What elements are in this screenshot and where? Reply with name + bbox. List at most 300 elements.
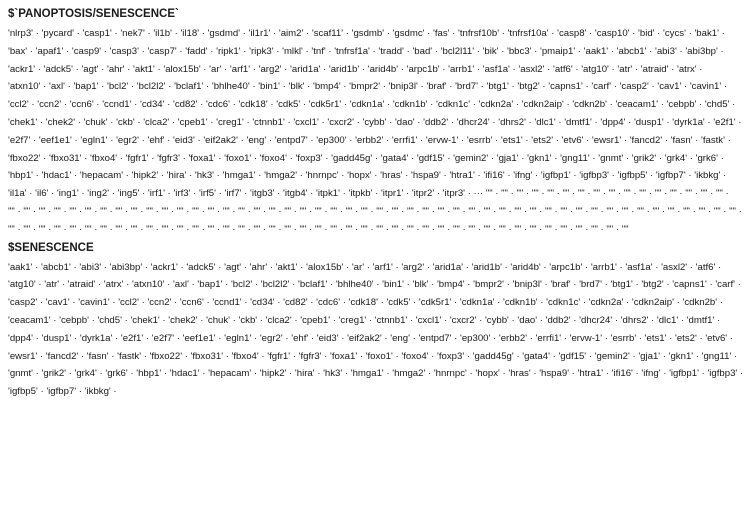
empty-item: "" · bbox=[146, 205, 162, 217]
empty-item: "" · bbox=[698, 205, 714, 217]
gene-item: 'bap1' · bbox=[73, 81, 107, 93]
empty-item: "" · bbox=[253, 205, 269, 217]
gene-item: 'cycs' · bbox=[663, 28, 695, 39]
empty-item: "" · bbox=[499, 223, 515, 235]
empty-item: "" · bbox=[700, 188, 716, 200]
empty-item: "" · bbox=[360, 223, 377, 235]
gene-item: 'hmga2' · bbox=[392, 368, 434, 380]
empty-item: "" · bbox=[422, 223, 438, 235]
gene-item: 'cybb' · bbox=[362, 116, 395, 128]
gene-item: 'cav1' · bbox=[45, 297, 79, 309]
empty-item: "" · bbox=[406, 223, 423, 235]
empty-item: "" · bbox=[608, 188, 624, 200]
gene-item: 'ccn6' · bbox=[179, 297, 213, 309]
gene-item: 'bbc3' · bbox=[507, 45, 541, 57]
gene-item: 'hmga2' · bbox=[264, 170, 306, 182]
gene-item: 'egr2' · bbox=[259, 332, 292, 344]
gene-item: 'abcb1' · bbox=[41, 261, 80, 273]
gene-item: 'tnfrsf10b' · bbox=[458, 28, 508, 39]
gene-item: 'gja1' · bbox=[496, 152, 528, 164]
gene-item: 'cebpb' · bbox=[59, 314, 98, 326]
gene-item: 'arid4b' · bbox=[510, 261, 550, 273]
empty-item: "" · bbox=[314, 205, 331, 217]
empty-item: "" · bbox=[330, 205, 346, 217]
gene-item: 'atrx' · bbox=[103, 279, 132, 291]
gene-item: 'scaf11' · bbox=[311, 28, 352, 39]
gene-item: 'fbxo4' · bbox=[231, 350, 268, 362]
gene-item: 'irf3' · bbox=[173, 188, 199, 200]
empty-item: "" · bbox=[207, 223, 223, 235]
gene-item: 'chek2' · bbox=[45, 116, 84, 128]
empty-item: "" · bbox=[38, 205, 55, 217]
gene-item: 'cdkn1a' · bbox=[349, 99, 393, 111]
gene-item: 'il6' · bbox=[35, 188, 57, 200]
gene-item: 'ep300' · bbox=[316, 134, 356, 146]
gene-item: 'axl' · bbox=[172, 279, 198, 291]
gene-item: 'grik2' · bbox=[41, 368, 75, 380]
empty-item: "" · bbox=[8, 223, 24, 235]
gene-item: 'itpr3' · bbox=[442, 188, 474, 200]
gene-item: 'il1b' · bbox=[153, 28, 181, 39]
gene-item: 'cpeb1' · bbox=[300, 314, 339, 326]
empty-item: "" · bbox=[514, 205, 530, 217]
empty-item: "" · bbox=[545, 223, 561, 235]
gene-item: 'adck5' · bbox=[186, 261, 225, 273]
gene-item: 'gemin2' · bbox=[453, 152, 497, 164]
empty-item: "" · bbox=[376, 223, 392, 235]
gene-item: 'esrrb' · bbox=[610, 332, 645, 344]
gene-item: 'ehf' · bbox=[147, 134, 174, 146]
gene-item: 'pycard' · bbox=[41, 28, 83, 39]
gene-item: 'ikbkg' · bbox=[694, 170, 727, 182]
gene-item: 'hmga1' · bbox=[350, 368, 393, 380]
gene-item: 'btg2' · bbox=[517, 81, 549, 93]
gene-item: 'carf' · bbox=[715, 279, 741, 291]
gene-item: 'il18' · bbox=[180, 28, 208, 39]
gene-item: 'entpd7' · bbox=[418, 332, 460, 344]
gene-item: 'akt1' · bbox=[275, 261, 307, 273]
gene-item: 'arg2' · bbox=[258, 63, 291, 75]
gene-item: 'fbxo31' · bbox=[49, 152, 90, 164]
gene-item: 'atraid' · bbox=[67, 279, 104, 291]
gene-item: 'atr' · bbox=[44, 279, 68, 291]
gene-item: 'chd5' · bbox=[97, 314, 131, 326]
gene-item: 'ewsr1' · bbox=[8, 350, 46, 362]
empty-item: "" · bbox=[485, 188, 502, 200]
empty-item: "" · bbox=[130, 223, 147, 235]
empty-item: "" · bbox=[483, 205, 499, 217]
empty-item: "" · bbox=[115, 205, 131, 217]
gene-item: 'cdkn2a' · bbox=[588, 297, 632, 309]
gene-item: 'casp9' · bbox=[71, 45, 110, 57]
gene-item: 'e2f7' · bbox=[151, 332, 183, 344]
gene-item: 'bcl2' · bbox=[107, 81, 137, 93]
gene-item: 'eng' · bbox=[390, 332, 419, 344]
empty-item: "" · bbox=[545, 205, 561, 217]
gene-item: 'gata4' · bbox=[380, 152, 417, 164]
gene-item: 'cavin1' · bbox=[78, 297, 119, 309]
empty-item: "" · bbox=[345, 223, 361, 235]
gene-item: 'mlkl' · bbox=[282, 45, 312, 57]
gene-item: 'abi3bp' · bbox=[685, 45, 724, 57]
gene-item: 'chek1' · bbox=[130, 314, 169, 326]
gene-item: 'foxo4' · bbox=[259, 152, 296, 164]
gene-item: 'arid1a' · bbox=[432, 261, 472, 273]
empty-item: "" · bbox=[591, 205, 607, 217]
gene-item: 'hk3' · bbox=[194, 170, 223, 182]
gene-item: 'gnmt' · bbox=[8, 368, 42, 380]
gene-item: 'braf' · bbox=[550, 279, 580, 291]
gene-item: 'htra1' · bbox=[449, 170, 484, 182]
gene-item: 'cebpb' · bbox=[666, 99, 705, 111]
gene-item: 'egln1' · bbox=[224, 332, 260, 344]
gene-item: 'ckb' · bbox=[238, 314, 266, 326]
gene-item: 'arid1a' · bbox=[290, 63, 329, 75]
gene-item: 'bad' · bbox=[412, 45, 441, 57]
empty-item: "" · bbox=[146, 223, 162, 235]
gene-item: 'gadd45g' · bbox=[472, 350, 523, 362]
gene-item: 'capns1' · bbox=[672, 279, 716, 291]
gene-item: 'ar' · bbox=[209, 63, 230, 75]
gene-item: 'cdk5' · bbox=[386, 297, 419, 309]
empty-item: "" · bbox=[575, 205, 592, 217]
gene-item: 'cdkn2aip' · bbox=[631, 297, 683, 309]
gene-item: 'fadd' · bbox=[185, 45, 217, 57]
empty-item: "" · bbox=[130, 205, 147, 217]
gene-item: 'cdk18' · bbox=[348, 297, 387, 309]
section-senescence bbox=[8, 241, 750, 401]
gene-item: 'il1r1' · bbox=[248, 28, 279, 39]
gene-item: 'atg10' · bbox=[581, 63, 618, 75]
gene-item: 'dyrk1a' · bbox=[672, 116, 714, 128]
gene-item: 'erbb2' · bbox=[498, 332, 536, 344]
empty-item: "" · bbox=[192, 205, 208, 217]
gene-item: 'arg2' · bbox=[401, 261, 433, 273]
gene-item: 'alox15b' · bbox=[163, 63, 210, 75]
gene-item: 'eng' · bbox=[246, 134, 275, 146]
gene-item: 'cdkn2b' · bbox=[682, 297, 723, 309]
empty-item: "" · bbox=[406, 205, 423, 217]
gene-item: 'gdf15' · bbox=[416, 152, 454, 164]
empty-item: "" · bbox=[652, 205, 668, 217]
empty-item: "" · bbox=[314, 223, 331, 235]
gene-item: 'creg1' · bbox=[216, 116, 253, 128]
gene-item: 'foxp3' · bbox=[437, 350, 473, 362]
empty-item: "" · bbox=[713, 205, 730, 217]
empty-item: "" · bbox=[299, 205, 315, 217]
empty-item: "" · bbox=[575, 223, 592, 235]
gene-item: 'hspa9' · bbox=[410, 170, 450, 182]
empty-item: "" · bbox=[299, 223, 315, 235]
gene-item: 'nek7' · bbox=[120, 28, 154, 39]
gene-item: 'ervw-1' · bbox=[425, 134, 467, 146]
gene-item: 'ctnnb1' · bbox=[252, 116, 294, 128]
gene-item: 'bcl2' · bbox=[230, 279, 261, 291]
gene-item: 'eif2ak2' · bbox=[203, 134, 247, 146]
gene-item: 'aim2' · bbox=[278, 28, 312, 39]
gene-item: 'ets2' · bbox=[675, 332, 706, 344]
gene-item: 'ackr1' · bbox=[8, 63, 44, 75]
empty-item: "" · bbox=[391, 205, 407, 217]
empty-item: "" · bbox=[637, 205, 653, 217]
gene-item: 'cdk18' · bbox=[238, 99, 277, 111]
gene-item: 'grk4' · bbox=[664, 152, 696, 164]
gene-item: 'gemin2' · bbox=[594, 350, 639, 362]
gene-item: 'bhlhe40' · bbox=[211, 81, 259, 93]
empty-item: "" · bbox=[284, 205, 300, 217]
gene-vector bbox=[8, 25, 746, 239]
gene-item: 'fbxo4' · bbox=[90, 152, 126, 164]
gene-item: 'ripk1' · bbox=[216, 45, 250, 57]
gene-item: 'egr2' · bbox=[116, 134, 148, 146]
gene-item: 'arf1' · bbox=[229, 63, 259, 75]
gene-item: 'bik' · bbox=[482, 45, 508, 57]
gene-item: 'dpp4' · bbox=[8, 332, 42, 344]
gene-item: 'hras' · bbox=[380, 170, 411, 182]
gene-item: 'hepacam' · bbox=[208, 368, 260, 380]
gene-item: 'ccn2' · bbox=[37, 99, 70, 111]
empty-item: "" · bbox=[161, 223, 177, 235]
empty-item: "" · bbox=[715, 188, 729, 200]
gene-item: 'eid3' · bbox=[316, 332, 348, 344]
gene-item: 'grk6' · bbox=[695, 152, 724, 164]
gene-item: 'itpr1' · bbox=[380, 188, 412, 200]
gene-item: 'dmtf1' · bbox=[686, 314, 721, 326]
gene-item: 'cdk5r1' · bbox=[418, 297, 460, 309]
gene-item: 'asf1a' · bbox=[482, 63, 519, 75]
gene-item: 'ing5' · bbox=[117, 188, 148, 200]
empty-item: "" · bbox=[729, 205, 742, 217]
gene-item: 'cd34' · bbox=[250, 297, 284, 309]
gene-item: 'ccl2' · bbox=[118, 297, 148, 309]
gene-item: 'dyrk1a' · bbox=[79, 332, 121, 344]
gene-item: 'gadd45g' · bbox=[331, 152, 381, 164]
empty-item: "" · bbox=[531, 188, 548, 200]
gene-vector bbox=[8, 259, 746, 401]
gene-item: 'casp7' · bbox=[147, 45, 186, 57]
empty-item: "" · bbox=[639, 188, 655, 200]
gene-item: 'gnmt' · bbox=[598, 152, 632, 164]
empty-item: "" · bbox=[577, 188, 594, 200]
empty-item: "" · bbox=[38, 223, 55, 235]
gene-item: 'bax' · bbox=[8, 45, 36, 57]
gene-item: 'bclaf1' · bbox=[298, 279, 336, 291]
gene-item: 'irf5' · bbox=[198, 188, 225, 200]
gene-item: 'ets1' · bbox=[500, 134, 532, 146]
gene-item: 'hbp1' · bbox=[8, 170, 42, 182]
gene-item: 'tnf' · bbox=[311, 45, 335, 57]
empty-item: "" · bbox=[514, 223, 530, 235]
gene-item: 'ets1' · bbox=[644, 332, 675, 344]
gene-item: 'foxp3' · bbox=[295, 152, 332, 164]
gene-item: 'atraid' · bbox=[640, 63, 677, 75]
gene-item: 'fas' · bbox=[433, 28, 459, 39]
gene-item: 'hnrnpc' · bbox=[305, 170, 348, 182]
empty-item: "" · bbox=[529, 205, 546, 217]
empty-item: "" · bbox=[253, 223, 269, 235]
gene-item: 'abcb1' · bbox=[616, 45, 656, 57]
gene-item: 'arid4b' · bbox=[367, 63, 407, 75]
gene-item: 'cav1' · bbox=[657, 81, 690, 93]
gene-item: 'atg10' · bbox=[8, 279, 45, 291]
empty-item: "" · bbox=[192, 223, 208, 235]
gene-item: 'cxcr2' · bbox=[327, 116, 363, 128]
gene-item: 'itpk1' · bbox=[316, 188, 349, 200]
gene-item: 'chd5' · bbox=[704, 99, 736, 111]
gene-item: 'ctnnb1' · bbox=[374, 314, 416, 326]
gene-item: 'ing2' · bbox=[87, 188, 118, 200]
gene-item: 'grk4' · bbox=[74, 368, 106, 380]
gene-item: 'etv6' · bbox=[705, 332, 733, 344]
empty-item: "" · bbox=[501, 188, 517, 200]
gene-item: 'il1a' · bbox=[8, 188, 36, 200]
gene-item: 'atrx' · bbox=[676, 63, 703, 75]
gene-item: 'braf' · bbox=[426, 81, 456, 93]
empty-item: "" · bbox=[69, 223, 85, 235]
gene-item: 'erbb2' · bbox=[355, 134, 392, 146]
gene-item: 'bmpr2' · bbox=[349, 81, 389, 93]
gene-item: 'htra1' · bbox=[577, 368, 612, 380]
gene-item: 'pmaip1' · bbox=[540, 45, 584, 57]
gene-item: 'fgfr3' · bbox=[298, 350, 331, 362]
gene-item: 'tradd' · bbox=[378, 45, 413, 57]
gene-item: 'fasn' · bbox=[86, 350, 118, 362]
empty-item: "" · bbox=[529, 223, 546, 235]
gene-item: 'gata4' · bbox=[522, 350, 559, 362]
empty-item: "" · bbox=[222, 205, 239, 217]
empty-item: "" · bbox=[176, 223, 193, 235]
gene-item: 'chek2' · bbox=[168, 314, 207, 326]
empty-item: "" · bbox=[547, 188, 563, 200]
gene-item: 'dhcr24' · bbox=[579, 314, 621, 326]
gene-item: 'esrrb' · bbox=[466, 134, 501, 146]
gene-item: 'capns1' · bbox=[548, 81, 592, 93]
empty-item: "" · bbox=[560, 223, 576, 235]
gene-item: 'casp2' · bbox=[8, 297, 46, 309]
gene-item: 'akt1' · bbox=[133, 63, 164, 75]
gene-item: 'cd82' · bbox=[283, 297, 317, 309]
gene-item: 'igfbp1' · bbox=[669, 368, 708, 380]
empty-item: "" · bbox=[84, 205, 101, 217]
gene-item: 'cd34' · bbox=[139, 99, 173, 111]
gene-item: 'abi3bp' · bbox=[109, 261, 151, 273]
empty-item: "" · bbox=[100, 223, 116, 235]
gene-item: 'grik2' · bbox=[631, 152, 665, 164]
gene-item: 'ceacam1' · bbox=[615, 99, 667, 111]
gene-item: 'bcl2l2' · bbox=[136, 81, 175, 93]
gene-item: 'agt' · bbox=[224, 261, 250, 273]
gene-item: 'errfi1' · bbox=[535, 332, 570, 344]
gene-item: 'cybb' · bbox=[484, 314, 518, 326]
gene-item: 'gkn1' · bbox=[527, 152, 561, 164]
empty-item: "" · bbox=[593, 188, 609, 200]
gene-item: 'ewsr1' · bbox=[591, 134, 630, 146]
gene-item: 'fgfr1' · bbox=[267, 350, 299, 362]
empty-item: "" · bbox=[284, 223, 300, 235]
section-title: $SENESCENCE bbox=[8, 241, 94, 254]
gene-item: 'irf1' · bbox=[147, 188, 174, 200]
empty-item: "" · bbox=[100, 205, 116, 217]
gene-item: 'hras' · bbox=[508, 368, 540, 380]
gene-item: 'hbp1' · bbox=[136, 368, 170, 380]
gene-item: 'chuk' · bbox=[83, 116, 117, 128]
gene-item: 'igfbp5' · bbox=[617, 170, 656, 182]
gene-item: 'gja1' · bbox=[638, 350, 669, 362]
empty-item: "" · bbox=[654, 188, 670, 200]
gene-item: 'hira' · bbox=[166, 170, 195, 182]
empty-item: "" · bbox=[422, 205, 438, 217]
gene-item: 'hipk2' · bbox=[131, 170, 167, 182]
gene-item: 'dusp1' · bbox=[633, 116, 673, 128]
gene-item: 'cd82' · bbox=[172, 99, 206, 111]
gene-item: 'itpr2' · bbox=[411, 188, 443, 200]
gene-item: 'ifi16' · bbox=[483, 170, 514, 182]
gene-item: 'fbxo31' · bbox=[190, 350, 232, 362]
gene-item: 'bap1' · bbox=[197, 279, 231, 291]
empty-item: "" · bbox=[560, 205, 576, 217]
empty-item: "" · bbox=[669, 188, 686, 200]
gene-item: 'dlc1' · bbox=[534, 116, 565, 128]
empty-item: "" · bbox=[115, 223, 131, 235]
empty-item: "" · bbox=[54, 223, 70, 235]
empty-item: "" · bbox=[176, 205, 193, 217]
empty-item: "" · bbox=[84, 223, 101, 235]
gene-item: 'ccnd1' · bbox=[102, 99, 140, 111]
gene-item: 'cxcl1' · bbox=[293, 116, 328, 128]
gene-item: 'btg1' · bbox=[486, 81, 518, 93]
gene-item: 'hmga1' · bbox=[222, 170, 265, 182]
empty-item: "" · bbox=[391, 223, 407, 235]
gene-item: 'cdkn1a' · bbox=[459, 297, 504, 309]
gene-item: 'cpeb1' · bbox=[177, 116, 217, 128]
gene-item: 'ccn2' · bbox=[147, 297, 180, 309]
gene-item: 'bcl2l2' · bbox=[260, 279, 299, 291]
gene-item: 'aak1' · bbox=[8, 261, 41, 273]
gene-item: 'ikbkg' · bbox=[84, 386, 117, 398]
gene-item: 'blk' · bbox=[288, 81, 313, 93]
gene-item: 'aak1' · bbox=[583, 45, 617, 57]
empty-item: "" · bbox=[562, 188, 578, 200]
gene-item: 'fbxo22' · bbox=[149, 350, 191, 362]
gene-item: 'e2f1' · bbox=[713, 116, 742, 128]
gene-item: 'cavin1' · bbox=[689, 81, 728, 93]
gene-item: 'ahr' · bbox=[106, 63, 134, 75]
gene-item: 'clca2' · bbox=[143, 116, 178, 128]
gene-item: 'abi3' · bbox=[655, 45, 686, 57]
gene-item: 'btg2' · bbox=[641, 279, 673, 291]
gene-item: 'cdk5' · bbox=[276, 99, 309, 111]
gene-item: 'apaf1' · bbox=[35, 45, 72, 57]
gene-item: 'arf1' · bbox=[372, 261, 402, 273]
gene-item: 'igfbp1' · bbox=[540, 170, 580, 182]
gene-item: 'ar' · bbox=[351, 261, 373, 273]
empty-item: "" · bbox=[238, 205, 254, 217]
gene-item: 'arpc1b' · bbox=[549, 261, 591, 273]
gene-item: 'ervw-1' · bbox=[569, 332, 611, 344]
gene-item: 'ddb2' · bbox=[545, 314, 580, 326]
empty-item: "" bbox=[621, 223, 629, 235]
gene-item: 'fastk' · bbox=[701, 134, 731, 146]
gene-item: 'brd7' · bbox=[579, 279, 611, 291]
gene-item: 'eid3' · bbox=[173, 134, 204, 146]
gene-item: 'hira' · bbox=[294, 368, 324, 380]
gene-item: 'hspa9' · bbox=[539, 368, 578, 380]
empty-item: "" · bbox=[685, 188, 701, 200]
gene-item: 'cdkn1b' · bbox=[503, 297, 547, 309]
gene-item: 'alox15b' · bbox=[306, 261, 352, 273]
gene-item: 'cdkn2aip' · bbox=[521, 99, 573, 111]
gene-item: 'chek1' · bbox=[8, 116, 46, 128]
